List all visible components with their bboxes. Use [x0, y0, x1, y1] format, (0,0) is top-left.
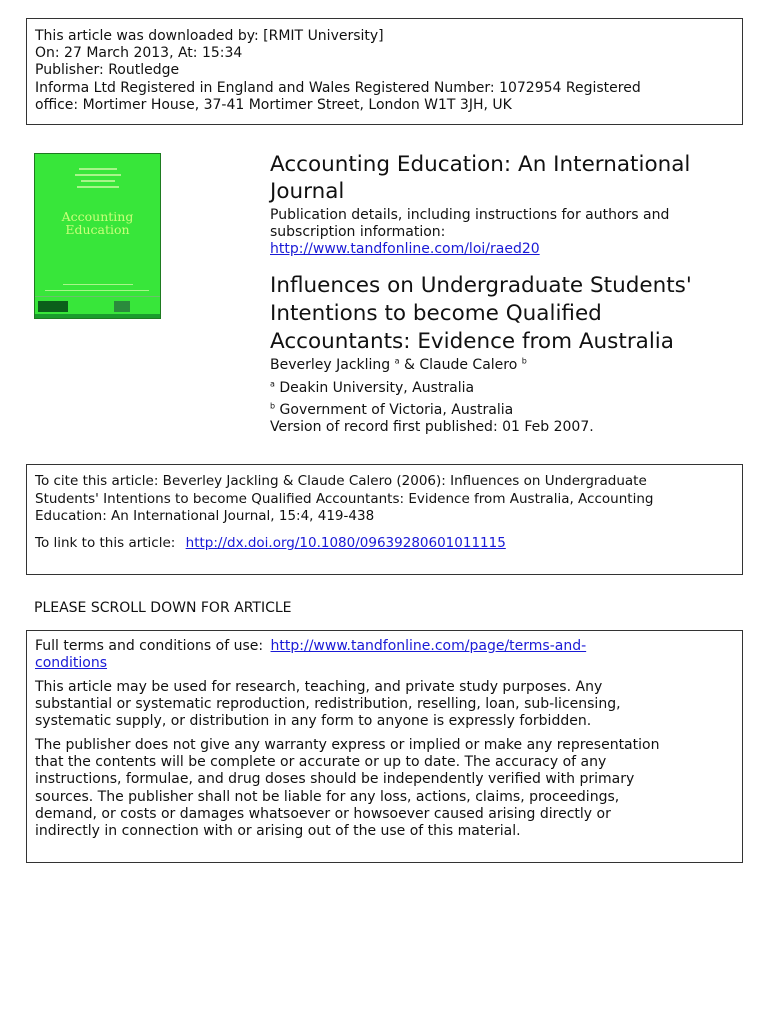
terms-link-row — [35, 638, 742, 672]
affiliation-b — [270, 402, 513, 419]
authors-line — [270, 357, 527, 374]
cover-footer-text-mark — [63, 284, 133, 285]
affiliation-a — [270, 380, 474, 397]
terms-label: Full terms and conditions of use: — [35, 638, 264, 654]
cover-footer-bar — [35, 314, 160, 318]
cover-title-line: Accounting — [61, 209, 134, 224]
disclaimer-line: sources. The publisher shall not be liable for any loss, actions, claims, proceedings, — [35, 788, 620, 805]
author-affiliation-marker: a — [394, 356, 400, 366]
disclaimer-line: demand, or costs or damages whatsoever or howsoever caused arising directly or — [35, 805, 611, 822]
terms-link-continued[interactable]: conditions — [35, 655, 108, 672]
cover-header-text-mark — [77, 186, 119, 188]
journal-cover-image — [34, 153, 161, 319]
author-name: Beverley Jackling — [270, 357, 391, 373]
version-of-record: Version of record first published: 01 Feb 2007. — [270, 419, 594, 435]
usage-paragraph — [35, 679, 742, 731]
publication-details-line: subscription information: — [270, 224, 446, 240]
cover-header-text-mark — [81, 180, 115, 182]
article-title-line: Accountants: Evidence from Australia — [270, 329, 674, 354]
journal-title — [270, 151, 740, 205]
terms-link[interactable]: http://www.tandfonline.com/page/terms-and- — [270, 638, 587, 654]
registration-line: Informa Ltd Registered in England and Wales Registered Number: 1072954 Registered — [35, 79, 641, 96]
disclaimer-line: instructions, formulae, and drug doses should be independently verified with primary — [35, 771, 635, 788]
citation-line: Education: An International Journal, 15:4, 419-438 — [35, 508, 375, 524]
doi-link[interactable]: http://dx.doi.org/10.1080/09639280601011115 — [185, 534, 506, 551]
doi-link-row — [35, 535, 742, 553]
author-name: Claude Calero — [419, 357, 518, 373]
affiliation-marker: a — [270, 379, 275, 389]
journal-title-line: Accounting Education: An International — [270, 152, 691, 177]
terms-box — [26, 630, 743, 863]
citation-line: To cite this article: Beverley Jackling & Claude Calero (2006): Influences on Undergraduate — [35, 473, 647, 489]
citation-line: Students' Intentions to become Qualified Accountants: Evidence from Australia, Accounting — [35, 490, 654, 507]
download-info-box — [26, 18, 743, 125]
publication-details — [270, 207, 740, 258]
author-separator: & — [399, 357, 420, 373]
author-affiliation-marker: b — [521, 356, 527, 366]
disclaimer-line: indirectly in connection with or arising out of the use of this material. — [35, 823, 521, 840]
publisher-line: Publisher: Routledge — [35, 62, 180, 79]
download-date-line: On: 27 March 2013, At: 15:34 — [35, 45, 243, 62]
journal-url-link[interactable]: http://www.tandfonline.com/loi/raed20 — [270, 241, 540, 257]
download-info-line: This article was downloaded by: [RMIT University] — [35, 28, 384, 44]
journal-title-line: Journal — [270, 179, 345, 204]
cover-title-line: Education — [65, 222, 130, 237]
citation-box — [26, 464, 743, 575]
usage-line: systematic supply, or distribution in any form to anyone is expressly forbidden. — [35, 713, 592, 730]
disclaimer-line: that the contents will be complete or accurate or up to date. The accuracy of any — [35, 754, 607, 771]
usage-line: substantial or systematic reproduction, redistribution, reselling, loan, sub-licensing, — [35, 696, 621, 713]
cover-footer-text-mark — [45, 290, 149, 291]
article-title-line: Influences on Undergraduate Students' — [270, 273, 692, 298]
publisher-logo-icon — [38, 301, 68, 312]
cover-header-text-mark — [79, 168, 117, 170]
publisher-mark-icon — [114, 301, 130, 312]
affiliation-text: Deakin University, Australia — [279, 380, 475, 396]
disclaimer-line: The publisher does not give any warranty express or implied or make any representation — [35, 737, 660, 754]
publication-details-line: Publication details, including instructions for authors and — [270, 207, 670, 223]
usage-line: This article may be used for research, teaching, and private study purposes. Any — [35, 678, 603, 695]
doi-link-label: To link to this article: — [35, 534, 176, 551]
affiliation-marker: b — [270, 401, 276, 411]
office-line: office: Mortimer House, 37-41 Mortimer Street, London W1T 3JH, UK — [35, 96, 512, 113]
affiliation-text: Government of Victoria, Australia — [279, 402, 514, 418]
cover-title — [35, 210, 160, 236]
scroll-notice: PLEASE SCROLL DOWN FOR ARTICLE — [34, 600, 292, 616]
cover-header-text-mark — [75, 174, 121, 176]
disclaimer-paragraph — [35, 737, 742, 840]
article-title-line: Intentions to become Qualified — [270, 301, 602, 326]
article-title — [270, 272, 740, 356]
